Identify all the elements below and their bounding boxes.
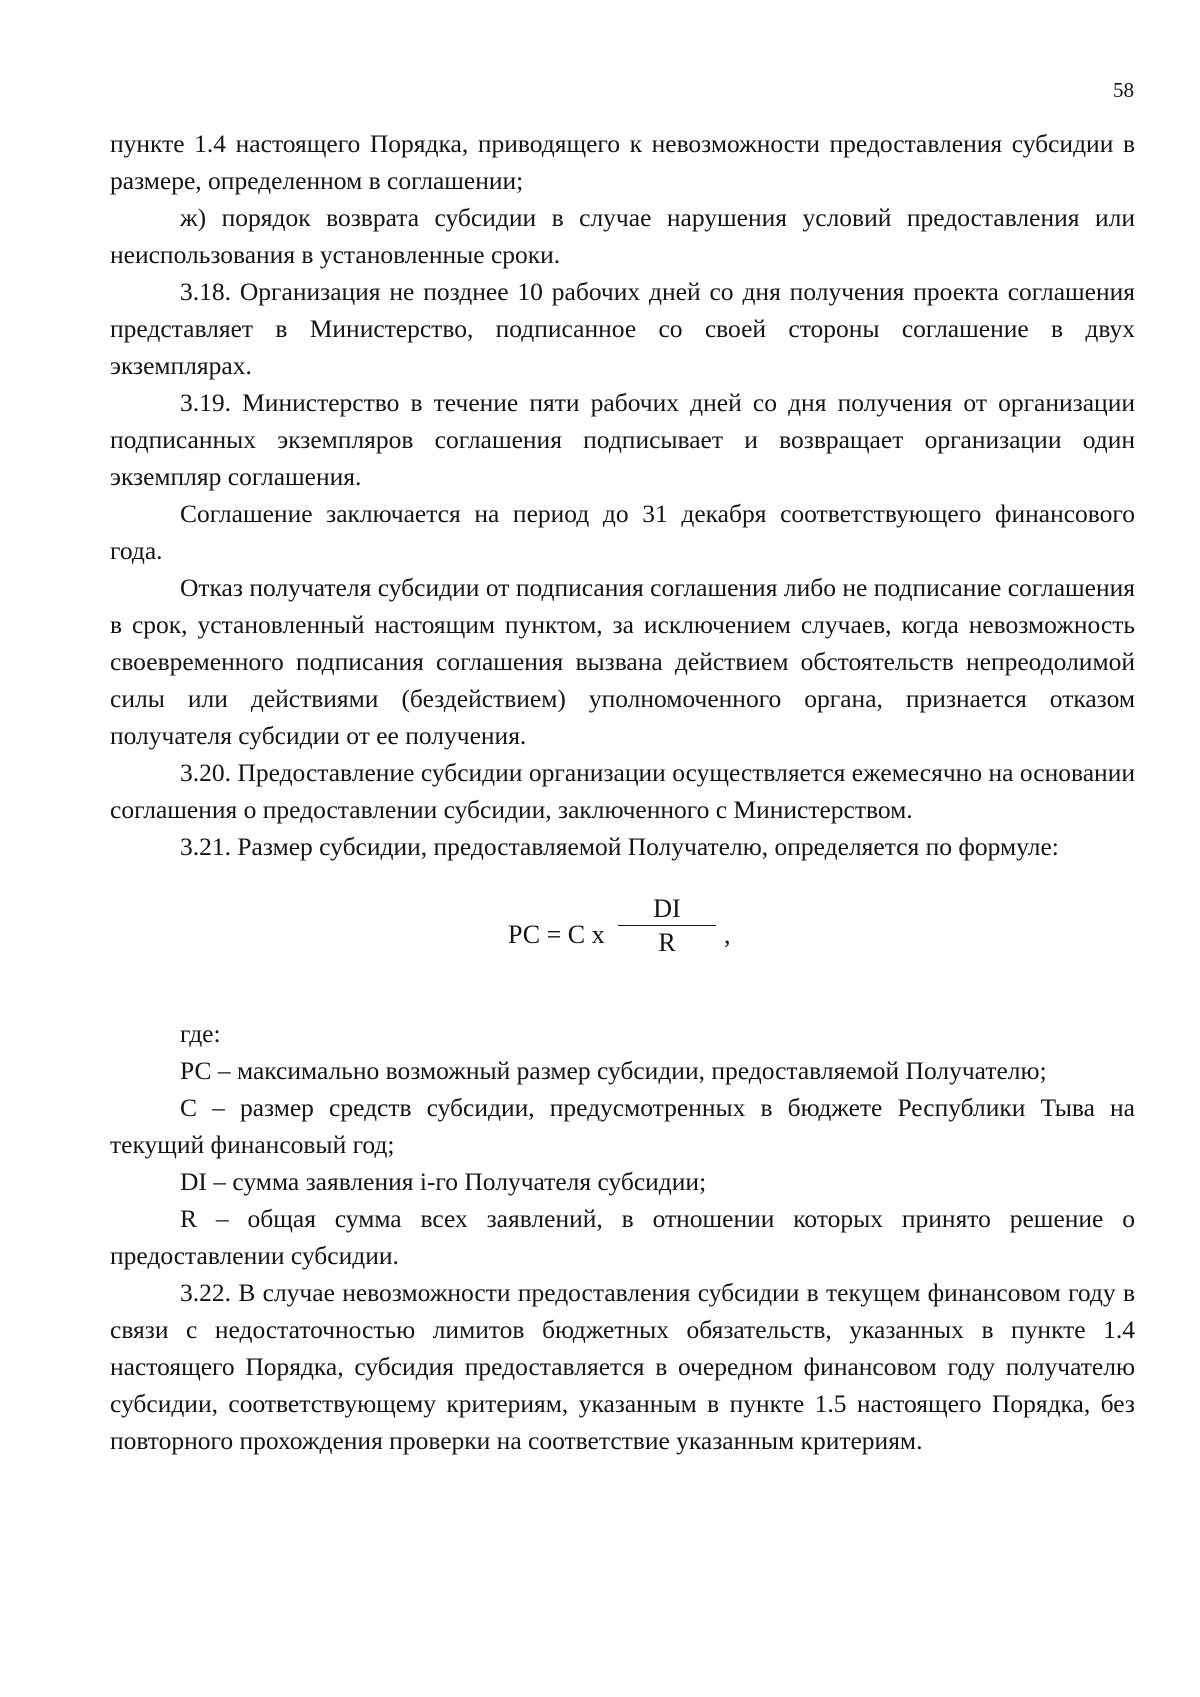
definition-di: DI – сумма заявления i-го Получателя субсидии; (180, 1167, 707, 1196)
paragraph-3-21: 3.21. Размер субсидии, предоставляемой Получателю, определяется по формуле: (180, 832, 1059, 861)
paragraph-3-22: 3.22. В случае невозможности предоставления субсидии в текущем финансовом году в связи с недостаточностью лимитов бюджетных обязательств, указанных в пункте 1.4 настоящего Порядка, субсидия предоставляется в очередном финансовом году получателю субсидии, соответствующему критериям, указанным в пункте 1.5 настоящего Порядка, без повторного прохождения проверки на соответствие указанным критериям. (110, 1278, 1135, 1455)
document-body (110, 125, 1135, 1459)
paragraph-3-18: 3.18. Организация не позднее 10 рабочих дней со дня получения проекта соглашения представляет в Министерство, подписанное со своей стороны соглашение в двух экземплярах. (110, 277, 1135, 380)
fraction-bar (618, 925, 716, 926)
definition-c: С – размер средств субсидии, предусмотренных в бюджете Республики Тыва на текущий финансовый год; (110, 1093, 1135, 1159)
definition-r: R – общая сумма всех заявлений, в отношении которых принято решение о предоставлении субсидии. (110, 1204, 1135, 1270)
formula-lhs: РС = С х (508, 920, 605, 949)
formula-denominator: R (658, 928, 676, 957)
paragraph-3-20: 3.20. Предоставление субсидии организации осуществляется ежемесячно на основании соглашения о предоставлении субсидии, заключенного с Министерством. (110, 758, 1135, 824)
page-number: 58 (1113, 78, 1134, 102)
paragraph-item-zh: ж) порядок возврата субсидии в случае нарушения условий предоставления или неиспользования в установленные сроки. (110, 203, 1135, 269)
paragraph-agreement-period: Соглашение заключается на период до 31 декабря соответствующего финансового года. (110, 499, 1135, 565)
subsidy-formula (110, 865, 1135, 1015)
definition-pc: РС – максимально возможный размер субсидии, предоставляемой Получателю; (180, 1056, 1047, 1085)
paragraph-3-19: 3.19. Министерство в течение пяти рабочих дней со дня получения от организации подписанных экземпляров соглашения подписывает и возвращает организации один экземпляр соглашения. (110, 388, 1135, 491)
formula-numerator: DI (653, 894, 681, 923)
paragraph-where: где: (180, 1019, 221, 1048)
formula-comma: , (724, 920, 731, 949)
paragraph-continuation: пункте 1.4 настоящего Порядка, приводящего к невозможности предоставления субсидии в размере, определенном в соглашении; (110, 129, 1135, 195)
formula-fraction (618, 895, 716, 957)
paragraph-refusal: Отказ получателя субсидии от подписания соглашения либо не подписание соглашения в срок, установленный настоящим пунктом, за исключением случаев, когда невозможность своевременного подписания соглашения вызвана действием обстоятельств непреодолимой силы или действиями (бездействием) уполномоченного органа, признается отказом получателя субсидии от ее получения. (110, 573, 1135, 750)
